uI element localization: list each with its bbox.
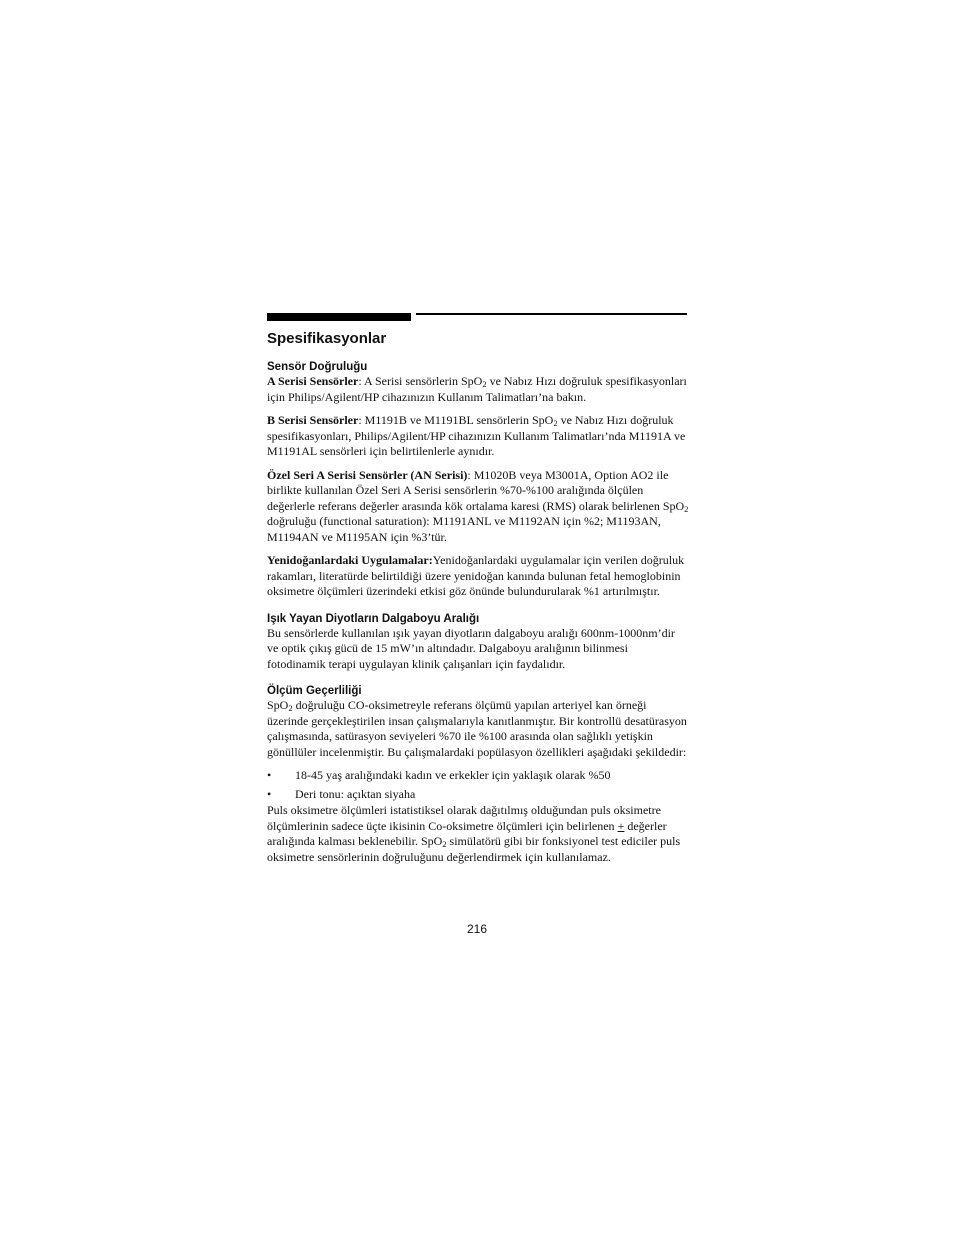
page-content <box>267 329 689 873</box>
neonatal-label: Yenidoğanlardaki Uygulamalar: <box>267 553 433 567</box>
sensor-accuracy-heading: Sensör Doğruluğu <box>267 361 368 373</box>
page-number: 216 <box>466 922 488 936</box>
neonatal-paragraph: Yenidoğanlardaki Uygulamalar:Yenidoğanlardaki uygulamalar için verilen doğruluk rakamları, literatürde belirtildiği üzere yenidoğan kanında bulunan fetal hemoglobinin oksimetre ölçümleri üzerindeki etkisi göz önünde bulundurularak %1 artırılmıştır. <box>267 553 685 598</box>
led-wavelength-heading: Işık Yayan Diyotların Dalgaboyu Aralığı <box>267 612 480 625</box>
plus-minus-symbol: + <box>617 818 625 833</box>
measurement-validity-closing: Puls oksimetre ölçümleri istatistiksel olarak dağıtılmış olduğundan puls oksimetre ölçümlerinin sadece üçte ikisinin Co-oksimetre ölçümleri için belirlenen + değerler aralığında kalması beklenebilir. SpO$_2$ simülatörü gibi bir fonksiyonel test ediciler puls oksimetre sensörlerinin doğruluğunu değerlendirmek için kullanılamaz. <box>267 803 681 864</box>
a-series-paragraph: A Serisi Sensörler: A Serisi sensörlerin SpO$_2$ ve Nabız Hızı doğruluk spesifikasyonları için Philips/Agilent/HP cihazınızın Kullanım Talimatları’na bakın. <box>267 374 687 404</box>
special-a-series-label: Özel Seri A Serisi Sensörler (AN Serisi) <box>267 467 468 482</box>
measurement-validity-intro: SpO$_2$ doğruluğu CO-oksimetreyle referans ölçümü yapılan arteriyel kan örneği üzerinde gerçekleştirilen insan çalışmalarıyla kanıtlanmıştır. Bir kontrollü desatürasyon çalışmasında, satürasyon seviyeleri %70 ile %100 arasında olan sağlıklı yetişkin gönüllüler incelenmiştir. Bu çalışmalardaki popülasyon özellikleri aşağıdaki şekildedir: <box>267 698 687 759</box>
led-wavelength-paragraph: Bu sensörlerde kullanılan ışık yayan diyotların dalgaboyu aralığı 600nm-1000nm’dir ve optik çıkış gücü de 15 mW’ın altındadır. Dalgaboyu aralığının bilinmesi fotodinamik terapi uygulayan klinik çalışanları için faydalıdır. <box>267 625 675 671</box>
b-series-paragraph: B Serisi Sensörler: M1191B ve M1191BL sensörlerin SpO$_2$ ve Nabız Hızı doğruluk spesifikasyonları, Philips/Agilent/HP cihazınızın Kullanım Talimatları’nda M1191A ve M1191AL sensörleri için belirtilenlerle aynıdır. <box>267 413 686 458</box>
population-list <box>267 768 689 802</box>
measurement-validity-heading: Ölçüm Geçerliliği <box>267 685 362 697</box>
list-item: • 18-45 yaş aralığındaki kadın ve erkekler için yaklaşık olarak %50 <box>267 768 611 782</box>
section-rule-thin <box>416 313 687 315</box>
list-item: • Deri tonu: açıktan siyaha <box>267 786 416 801</box>
a-series-label: A Serisi Sensörler <box>267 374 359 388</box>
page-title: Spesifikasyonlar <box>267 330 387 347</box>
section-rule-thick <box>267 313 411 321</box>
special-a-series-paragraph: Özel Seri A Serisi Sensörler (AN Serisi): M1020B veya M3001A, Option AO2 ile birlikte kullanılan Özel Seri A Serisi sensörlerin %70-%100 aralığında ölçülen değerlerle referans değerler arasında kök ortalama karesi (RMS) olarak belirlenen SpO$_2$ doğruluğu (functional saturation): M1191ANL ve M1192AN için %2; M1193AN, M1194AN ve M1195AN için %3’tür. <box>267 467 689 544</box>
b-series-label: B Serisi Sensörler <box>267 413 359 427</box>
bullet-icon: • <box>267 786 272 801</box>
bullet-icon: • <box>267 768 272 782</box>
